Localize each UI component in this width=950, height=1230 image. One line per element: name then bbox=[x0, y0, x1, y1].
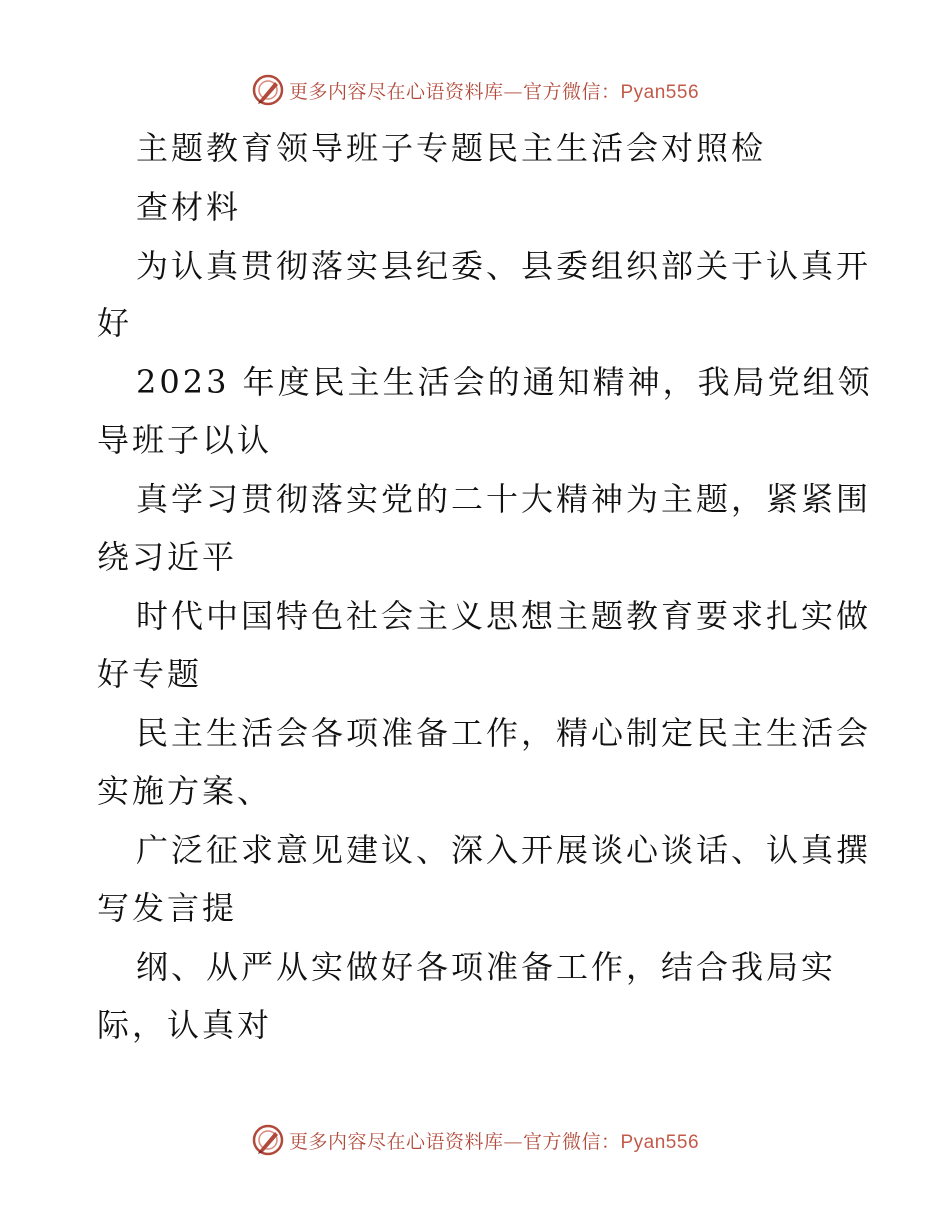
doc-line: 导班子以认 bbox=[97, 421, 273, 459]
doc-line: 纲、从严从实做好各项准备工作，结合我局实 bbox=[136, 948, 837, 986]
doc-line: 写发言提 bbox=[97, 889, 238, 927]
doc-line: 广泛征求意见建议、深入开展谈心谈话、认真撰 bbox=[136, 831, 872, 869]
footer-watermark bbox=[0, 1120, 950, 1160]
doc-line: 为认真贯彻落实县纪委、县委组织部关于认真开 bbox=[136, 247, 872, 285]
watermark-text: 更多内容尽在心语资料库—官方微信：Pyan556 bbox=[288, 1130, 700, 1153]
doc-line: 主题教育领导班子专题民主生活会对照检 bbox=[136, 129, 767, 167]
doc-line: 好专题 bbox=[97, 655, 203, 693]
doc-line: 时代中国特色社会主义思想主题教育要求扎实做 bbox=[136, 597, 872, 635]
doc-line: 际，认真对 bbox=[97, 1006, 273, 1044]
doc-line: 实施方案、 bbox=[97, 772, 273, 810]
doc-line: 好 bbox=[97, 304, 133, 342]
watermark-text: 更多内容尽在心语资料库—官方微信：Pyan556 bbox=[288, 80, 700, 103]
doc-line: 2023 年度民主生活会的通知精神，我局党组领 bbox=[136, 363, 873, 401]
pen-logo-icon bbox=[251, 1123, 285, 1157]
doc-line: 真学习贯彻落实党的二十大精神为主题，紧紧围 bbox=[136, 480, 872, 518]
doc-line: 查材料 bbox=[136, 188, 242, 226]
doc-line: 绕习近平 bbox=[97, 538, 238, 576]
pen-logo-icon bbox=[251, 73, 285, 107]
header-watermark bbox=[0, 70, 950, 110]
doc-line: 民主生活会各项准备工作，精心制定民主生活会 bbox=[136, 714, 872, 752]
